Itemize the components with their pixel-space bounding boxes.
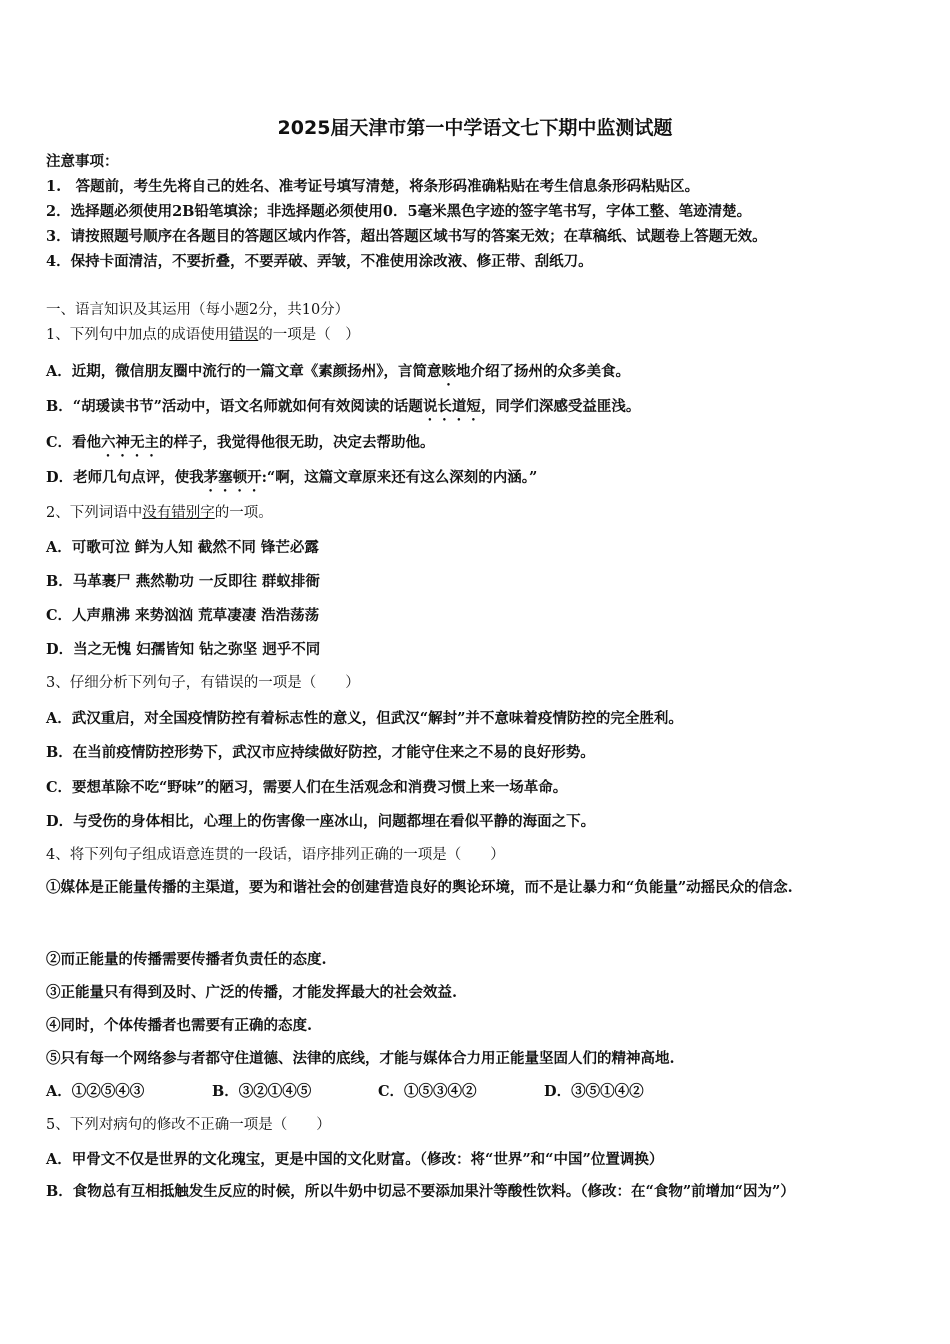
question-4-sentence-3: ③正能量只有得到及时、广泛的传播，才能发挥最大的社会效益. — [46, 984, 458, 1001]
question-4-sentence-4: ④同时，个体传播者也需要有正确的态度. — [46, 1017, 313, 1034]
question-2-option-c: C．人声鼎沸 来势汹汹 荒草凄凄 浩浩荡荡 — [46, 607, 320, 624]
question-1-option-c: C．看他六神无主的样子，我觉得他很无助，决定去帮助他。 — [46, 434, 435, 451]
section-heading: 一、语言知识及其运用（每小题2分，共10分） — [46, 302, 350, 318]
question-4-options — [46, 1083, 644, 1100]
question-3-option-d: D．与受伤的身体相比，心理上的伤害像一座冰山，问题都埋在看似平静的海面之下。 — [46, 813, 596, 830]
question-2-option-a: A．可歌可泣 鲜为人知 截然不同 锋芒必露 — [46, 539, 319, 556]
question-2-option-d: D．当之无愧 妇孺皆知 钻之弥坚 迥乎不同 — [46, 641, 321, 658]
question-2-stem: 2、下列词语中没有错别字的一项。 — [46, 505, 273, 521]
question-4-stem: 4、将下列句子组成语意连贯的一段话，语序排列正确的一项是（ ） — [46, 847, 505, 863]
notice-item-4: 4．保持卡面清洁，不要折叠，不要弄破、弄皱，不准使用涂改液、修正带、刮纸刀。 — [46, 253, 593, 270]
question-5-stem: 5、下列对病句的修改不正确一项是（ ） — [46, 1117, 331, 1133]
question-3-stem: 3、仔细分析下列句子，有错误的一项是（ ） — [46, 675, 360, 691]
question-1-option-d: D．老师几句点评，使我茅塞顿开:“啊，这篇文章原来还有这么深刻的内涵。” — [46, 469, 538, 486]
question-5-option-a: A．甲骨文不仅是世界的文化瑰宝，更是中国的文化财富。（修改：将“世界”和“中国”位置调换） — [46, 1151, 664, 1168]
notice-item-1: 1. 答题前，考生先将自己的姓名、准考证号填写清楚，将条形码准确粘贴在考生信息条形码粘贴区。 — [46, 178, 700, 195]
question-3-option-c: C．要想革除不吃“野味”的陋习，需要人们在生活观念和消费习惯上来一场革命。 — [46, 779, 568, 796]
question-4-option-b: B．③②①④⑤ — [212, 1083, 312, 1100]
question-1-stem: 1、下列句中加点的成语使用错误的一项是（ ） — [46, 327, 360, 343]
notice-item-2: 2．选择题必须使用2B铅笔填涂；非选择题必须使用0．5毫米黑色字迹的签字笔书写，字体工整、笔迹清楚。 — [46, 203, 752, 220]
notice-heading: 注意事项： — [46, 153, 119, 170]
notice-item-3: 3．请按照题号顺序在各题目的答题区域内作答，超出答题区域书写的答案无效；在草稿纸、试题卷上答题无效。 — [46, 228, 767, 245]
question-4-sentence-2: ②而正能量的传播需要传播者负责任的态度. — [46, 951, 327, 968]
question-4-option-d: D．③⑤①④② — [544, 1083, 644, 1100]
question-2-option-b: B．马革裹尸 燕然勒功 一反即往 群蚁排衙 — [46, 573, 320, 590]
question-5-option-b: B．食物总有互相抵触发生反应的时候，所以牛奶中切忌不要添加果汁等酸性饮料。（修改：在“食物”前增加“因为”） — [46, 1183, 795, 1200]
question-1-option-a: A．近期，微信朋友圈中流行的一篇文章《素颜扬州》，言简意赅地介绍了扬州的众多美食。 — [46, 363, 630, 380]
question-4-sentence-5: ⑤只有每一个网络参与者都守住道德、法律的底线，才能与媒体合力用正能量坚固人们的精神高地. — [46, 1050, 675, 1067]
question-3-option-a: A．武汉重启，对全国疫情防控有着标志性的意义，但武汉“解封”并不意味着疫情防控的完全胜利。 — [46, 710, 683, 727]
question-3-option-b: B．在当前疫情防控形势下，武汉市应持续做好防控，才能守住来之不易的良好形势。 — [46, 744, 595, 761]
question-1-option-b: B．“胡瑗读书节”活动中，语文名师就如何有效阅读的话题说长道短，同学们深感受益匪浅。 — [46, 398, 641, 415]
question-4-option-a: A．①②⑤④③ — [46, 1083, 145, 1100]
question-4-option-c: C．①⑤③④② — [378, 1083, 477, 1100]
document-title: 2025届天津市第一中学语文七下期中监测试题 — [277, 117, 673, 139]
question-4-sentence-1: ①媒体是正能量传播的主渠道，要为和谐社会的创建营造良好的舆论环境，而不是让暴力和“负能量”动摇民众的信念. — [46, 879, 793, 896]
